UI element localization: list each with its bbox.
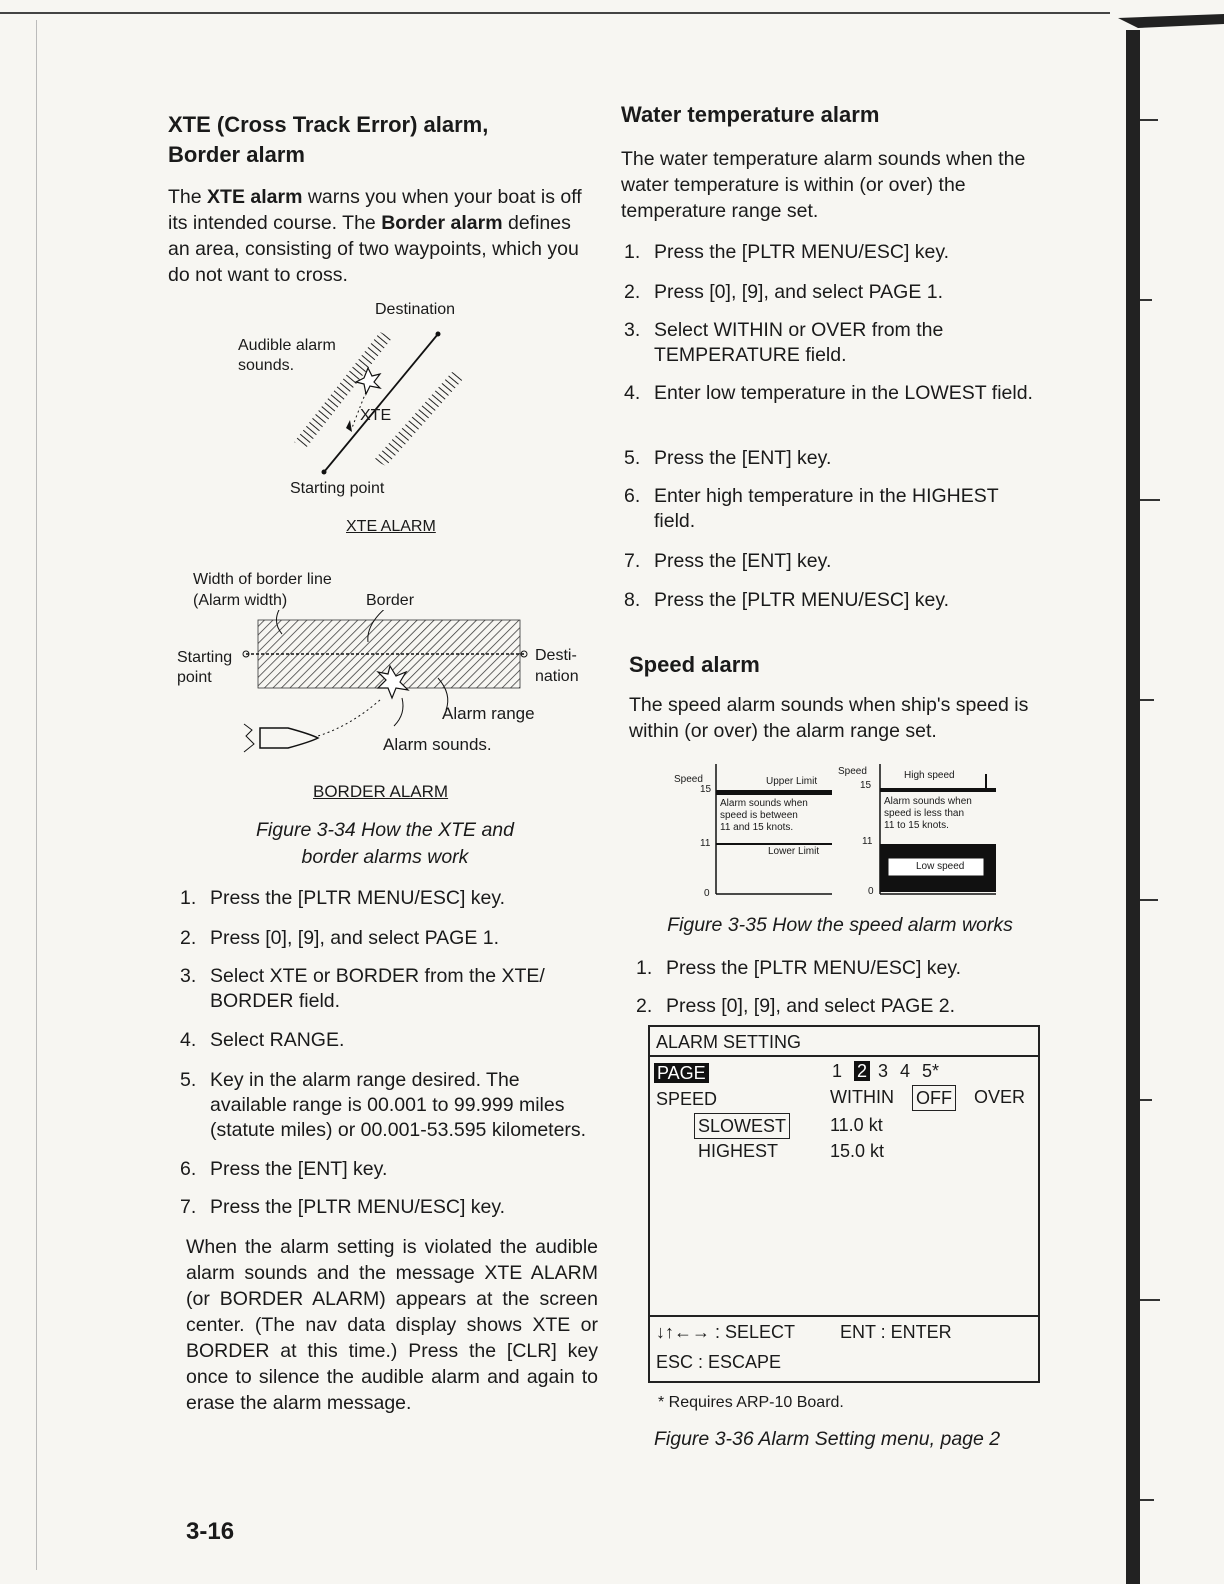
intro-text-2: warns you when your boat is off its intended course. The xyxy=(168,186,582,234)
page-5[interactable]: 5* xyxy=(922,1061,940,1081)
slowest-field[interactable]: SLOWEST xyxy=(694,1113,790,1139)
alarm-sounds-label: Alarm sounds. xyxy=(383,735,492,754)
page-field-label[interactable] xyxy=(654,1061,709,1085)
xte-destination-label: Destination xyxy=(375,301,456,318)
page-label-selected: PAGE xyxy=(654,1063,709,1083)
right-alarm-text-1: Alarm sounds when xyxy=(884,796,972,807)
left-axis-label: Speed xyxy=(674,774,703,785)
right-alarm-text-3: 11 to 15 knots. xyxy=(884,820,949,831)
xte-heading-line1: XTE (Cross Track Error) alarm, xyxy=(168,112,489,137)
step-number: 2. xyxy=(636,995,653,1017)
step-text: Press the [ENT] key. xyxy=(654,447,832,469)
step-text: Select XTE or BORDER from the XTE/ BORDER field. xyxy=(210,965,545,1012)
menu-footnote: * Requires ARP-10 Board. xyxy=(658,1394,844,1411)
step-number: 1. xyxy=(180,887,197,909)
water-intro: The water temperature alarm sounds when the water temperature is within (or over) the temperature range set. xyxy=(621,148,1026,222)
left-margin-line xyxy=(36,20,37,1570)
step-text: Press the [PLTR MENU/ESC] key. xyxy=(210,887,506,909)
low-speed-label: Low speed xyxy=(916,861,965,872)
figure-3-34-caption-line2: border alarms work xyxy=(301,846,469,868)
xte-audible-label-1: Audible alarm xyxy=(238,337,336,354)
step-number: 7. xyxy=(180,1196,197,1218)
border-starting-label-2: point xyxy=(177,669,212,686)
escape-hint: ESC : ESCAPE xyxy=(656,1352,782,1372)
top-rule xyxy=(0,12,1110,14)
water-step-4 xyxy=(624,381,1044,406)
xte-intro xyxy=(168,184,583,288)
step-number: 1. xyxy=(636,957,653,979)
step-number: 3. xyxy=(624,319,641,341)
lower-limit-label: Lower Limit xyxy=(768,846,820,857)
xte-step-6 xyxy=(180,1157,595,1182)
step-text: Select RANGE. xyxy=(210,1029,345,1051)
page-2-selected[interactable]: 2 xyxy=(854,1061,870,1081)
speed-alarm-figure xyxy=(670,760,1010,900)
xte-step-4 xyxy=(180,1028,595,1053)
border-boat-icon xyxy=(260,728,318,748)
xte-step-3 xyxy=(180,964,595,1014)
border-starting-label-1: Starting xyxy=(177,649,233,666)
xte-step-5 xyxy=(180,1068,600,1143)
speed-over-option[interactable]: OVER xyxy=(974,1087,1026,1107)
step-text: Press the [PLTR MENU/ESC] key. xyxy=(210,1196,506,1218)
step-number: 4. xyxy=(180,1029,197,1051)
water-step-3 xyxy=(624,318,1044,368)
step-text: Select WITHIN or OVER from the TEMPERATURE field. xyxy=(654,319,944,366)
highest-value[interactable]: 15.0 kt xyxy=(830,1141,885,1161)
right-alarm-text-2: speed is less than xyxy=(884,808,965,819)
highest-field[interactable]: HIGHEST xyxy=(698,1141,779,1161)
xte-label: XTE xyxy=(360,407,392,424)
border-alarm-figure-label: BORDER ALARM xyxy=(313,782,449,801)
step-text: Press [0], [9], and select PAGE 2. xyxy=(666,995,956,1017)
left-tick-11: 11 xyxy=(700,838,711,849)
menu-title-bar xyxy=(650,1027,1038,1057)
xte-heading xyxy=(168,110,588,170)
water-step-2 xyxy=(624,280,1044,305)
page-3[interactable]: 3 xyxy=(878,1061,889,1081)
step-text: Press the [PLTR MENU/ESC] key. xyxy=(654,589,950,611)
binding-edge xyxy=(1118,0,1224,1584)
border-dest-label-2: nation xyxy=(535,668,579,685)
left-alarm-text-3: 11 and 15 knots. xyxy=(720,822,794,833)
xte-audible-label-2: sounds. xyxy=(238,357,295,374)
intro-text-1: The xyxy=(168,186,208,208)
left-alarm-text-2: speed is between xyxy=(720,810,798,821)
right-tick-15: 15 xyxy=(860,780,872,791)
left-tick-15: 15 xyxy=(700,784,712,795)
step-text: Enter low temperature in the LOWEST field. xyxy=(654,382,1033,404)
figure-3-34-caption-line1: Figure 3-34 How the XTE and xyxy=(256,819,514,841)
water-step-1 xyxy=(624,240,1044,265)
water-heading: Water temperature alarm xyxy=(621,102,880,127)
alarm-setting-menu xyxy=(648,1025,1040,1383)
border-label: Border xyxy=(366,592,415,609)
speed-field-label: SPEED xyxy=(656,1089,718,1109)
upper-limit-label: Upper Limit xyxy=(766,776,818,787)
xte-starting-label: Starting point xyxy=(290,480,385,497)
border-dest-label-1: Desti- xyxy=(535,647,577,664)
water-step-7 xyxy=(624,549,1044,574)
high-speed-label: High speed xyxy=(904,770,955,781)
step-number: 4. xyxy=(624,382,641,404)
water-step-8 xyxy=(624,588,1044,613)
figure-3-36-caption: Figure 3-36 Alarm Setting menu, page 2 xyxy=(654,1428,1001,1450)
boat-icon xyxy=(346,420,352,432)
step-text: Key in the alarm range desired. The available range is 00.001 to 99.999 miles (statute miles) or 00.001-53.595 kilometers. xyxy=(210,1069,587,1141)
speed-step-2 xyxy=(636,994,1056,1019)
right-axis-label: Speed xyxy=(838,766,867,777)
alarm-range-label: Alarm range xyxy=(442,704,535,723)
border-width-label-1: Width of border line xyxy=(193,571,332,588)
right-tick-0: 0 xyxy=(868,886,874,897)
figure-3-35-caption: Figure 3-35 How the speed alarm works xyxy=(667,914,1013,936)
step-number: 5. xyxy=(624,447,641,469)
intro-bold-xte: XTE alarm xyxy=(207,186,303,208)
xte-step-2 xyxy=(180,926,595,951)
step-number: 8. xyxy=(624,589,641,611)
left-alarm-text-1: Alarm sounds when xyxy=(720,798,808,809)
figure-3-34-caption xyxy=(200,817,570,871)
menu-footer-divider xyxy=(650,1315,1038,1317)
step-number: 6. xyxy=(624,485,641,507)
water-step-6 xyxy=(624,484,1044,534)
page-4[interactable]: 4 xyxy=(900,1061,911,1081)
right-alarm-text xyxy=(884,796,972,832)
speed-heading: Speed alarm xyxy=(629,652,760,677)
step-text: Press the [PLTR MENU/ESC] key. xyxy=(666,957,962,979)
left-upper-limit-bar xyxy=(716,790,832,795)
enter-hint: ENT : ENTER xyxy=(840,1322,952,1342)
left-tick-0: 0 xyxy=(704,888,710,899)
step-number: 5. xyxy=(180,1069,197,1091)
right-tick-11: 11 xyxy=(862,836,873,847)
step-text: Press the [ENT] key. xyxy=(654,550,832,572)
speed-off-option[interactable]: OFF xyxy=(912,1085,956,1111)
slowest-value[interactable]: 11.0 kt xyxy=(830,1115,883,1135)
step-number: 6. xyxy=(180,1158,197,1180)
xte-alarm-figure-label: XTE ALARM xyxy=(346,518,436,535)
step-number: 3. xyxy=(180,965,197,987)
select-hint: ↓↑←→ : SELECT xyxy=(656,1322,796,1342)
page-number: 3-16 xyxy=(186,1518,235,1545)
water-step-5 xyxy=(624,446,1044,471)
page-selector[interactable] xyxy=(832,1059,939,1083)
right-high-speed-bar xyxy=(880,788,996,792)
speed-within-option[interactable]: WITHIN xyxy=(830,1087,894,1107)
step-number: 7. xyxy=(624,550,641,572)
menu-title: ALARM SETTING xyxy=(656,1032,802,1052)
step-text: Press [0], [9], and select PAGE 1. xyxy=(210,927,500,949)
step-text: Press the [ENT] key. xyxy=(210,1158,388,1180)
intro-bold-border: Border alarm xyxy=(381,212,503,234)
left-alarm-text xyxy=(720,798,808,834)
xte-step-1 xyxy=(180,886,595,911)
step-number: 1. xyxy=(624,241,641,263)
border-width-label-2: (Alarm width) xyxy=(193,592,288,609)
step-text: Press the [PLTR MENU/ESC] key. xyxy=(654,241,950,263)
step-number: 2. xyxy=(624,281,641,303)
step-number: 2. xyxy=(180,927,197,949)
page-1[interactable]: 1 xyxy=(832,1061,843,1081)
step-text: Enter high temperature in the HIGHEST field. xyxy=(654,485,999,532)
xte-step-7 xyxy=(180,1195,595,1220)
xte-heading-line2: Border alarm xyxy=(168,142,305,167)
xte-closing-paragraph: When the alarm setting is violated the audible alarm sounds and the message XTE ALARM (or BORDER ALARM) appears at the screen center. (The nav data display shows XTE or BORDER at this time.) Press the [CLR] key once to silence the audible alarm and again to erase the alarm message. xyxy=(186,1236,598,1414)
step-text: Press [0], [9], and select PAGE 1. xyxy=(654,281,944,303)
speed-step-1 xyxy=(636,956,1056,981)
speed-intro: The speed alarm sounds when ship's speed is within (or over) the alarm range set. xyxy=(629,694,1029,742)
intro-text-3: defines an area, consisting of two waypoints, which you do not want to cross. xyxy=(168,212,579,286)
